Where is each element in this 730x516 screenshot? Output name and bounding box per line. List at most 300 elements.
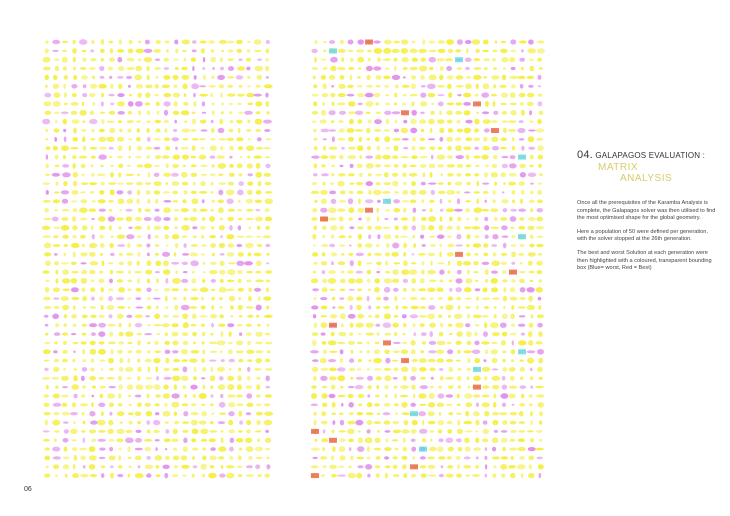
solution-glyph bbox=[366, 66, 373, 71]
solution-glyph bbox=[455, 102, 462, 105]
solution-glyph bbox=[257, 226, 260, 230]
solution-glyph bbox=[45, 333, 48, 336]
solution-glyph bbox=[92, 102, 95, 106]
solution-glyph bbox=[429, 447, 437, 452]
solution-glyph bbox=[137, 235, 141, 238]
solution-glyph bbox=[314, 57, 316, 63]
solution-glyph bbox=[357, 342, 363, 344]
solution-glyph bbox=[482, 438, 489, 442]
solution-glyph bbox=[237, 236, 244, 238]
solution-glyph bbox=[375, 174, 383, 176]
solution-glyph bbox=[356, 182, 364, 185]
solution-glyph bbox=[246, 306, 254, 308]
solution-glyph bbox=[64, 103, 68, 106]
solution-glyph bbox=[455, 49, 461, 53]
solution-glyph bbox=[162, 323, 170, 327]
solution-glyph bbox=[137, 376, 140, 381]
solution-glyph bbox=[192, 314, 197, 319]
solution-glyph bbox=[437, 94, 444, 96]
solution-glyph bbox=[193, 376, 197, 380]
solution-glyph bbox=[110, 473, 114, 479]
solution-glyph bbox=[108, 296, 113, 301]
solution-glyph bbox=[129, 421, 133, 425]
solution-glyph bbox=[53, 412, 59, 415]
solution-glyph bbox=[184, 288, 188, 291]
solution-glyph bbox=[210, 351, 218, 353]
solution-glyph bbox=[447, 252, 454, 256]
solution-glyph bbox=[97, 174, 106, 177]
solution-glyph bbox=[465, 40, 472, 44]
solution-glyph bbox=[70, 429, 78, 434]
solution-glyph bbox=[491, 349, 498, 354]
solution-glyph bbox=[137, 359, 140, 363]
solution-glyph bbox=[340, 386, 343, 389]
solution-glyph bbox=[91, 439, 96, 443]
solution-glyph bbox=[476, 84, 479, 90]
solution-glyph bbox=[91, 297, 95, 301]
solution-glyph bbox=[422, 209, 426, 211]
solution-glyph bbox=[484, 58, 490, 61]
solution-glyph bbox=[90, 474, 97, 477]
solution-glyph bbox=[163, 226, 169, 230]
solution-glyph bbox=[537, 323, 543, 328]
solution-glyph bbox=[229, 173, 235, 177]
solution-glyph bbox=[71, 262, 77, 265]
solution-glyph bbox=[127, 446, 130, 452]
solution-glyph bbox=[518, 209, 526, 212]
solution-glyph bbox=[79, 156, 88, 159]
solution-glyph bbox=[502, 111, 507, 115]
solution-glyph bbox=[109, 147, 114, 150]
solution-glyph bbox=[53, 84, 60, 89]
solution-glyph bbox=[357, 314, 364, 319]
solution-glyph bbox=[101, 368, 104, 370]
solution-glyph bbox=[428, 359, 436, 363]
solution-glyph bbox=[491, 227, 499, 229]
solution-glyph bbox=[218, 324, 225, 327]
solution-glyph bbox=[154, 120, 161, 123]
solution-glyph bbox=[493, 190, 496, 195]
solution-glyph bbox=[392, 323, 399, 328]
solution-glyph bbox=[440, 306, 444, 309]
solution-glyph bbox=[155, 84, 159, 89]
solution-glyph bbox=[384, 278, 392, 283]
solution-glyph bbox=[163, 101, 170, 106]
solution-glyph bbox=[239, 181, 244, 186]
solution-glyph bbox=[347, 429, 354, 435]
solution-glyph bbox=[62, 164, 69, 168]
solution-glyph bbox=[482, 402, 490, 407]
solution-glyph bbox=[53, 464, 59, 469]
solution-glyph bbox=[394, 58, 398, 62]
solution-glyph bbox=[473, 376, 481, 382]
solution-glyph bbox=[54, 332, 61, 336]
solution-glyph bbox=[171, 288, 179, 291]
solution-glyph bbox=[183, 102, 188, 106]
solution-glyph bbox=[511, 349, 515, 354]
solution-glyph bbox=[376, 473, 380, 478]
solution-glyph bbox=[419, 147, 426, 150]
solution-glyph bbox=[211, 120, 214, 123]
solution-glyph bbox=[320, 376, 327, 381]
solution-glyph bbox=[493, 402, 497, 408]
solution-glyph bbox=[239, 315, 243, 317]
solution-glyph bbox=[429, 146, 435, 150]
solution-glyph bbox=[314, 262, 318, 265]
solution-glyph bbox=[402, 456, 408, 460]
solution-glyph bbox=[71, 190, 78, 195]
solution-glyph bbox=[192, 394, 196, 398]
solution-glyph bbox=[367, 376, 373, 381]
solution-glyph bbox=[402, 464, 407, 469]
solution-glyph bbox=[237, 466, 242, 469]
left-matrix-panel bbox=[42, 39, 273, 479]
solution-glyph bbox=[83, 421, 86, 425]
solution-glyph bbox=[519, 271, 526, 273]
solution-glyph bbox=[135, 297, 141, 300]
solution-glyph bbox=[331, 173, 335, 176]
solution-glyph bbox=[201, 235, 204, 239]
solution-glyph bbox=[220, 306, 223, 308]
solution-glyph bbox=[520, 287, 526, 292]
solution-glyph bbox=[438, 456, 445, 459]
solution-glyph bbox=[457, 420, 460, 426]
solution-glyph bbox=[54, 261, 59, 265]
solution-glyph bbox=[210, 173, 216, 176]
solution-glyph bbox=[537, 367, 543, 372]
solution-glyph bbox=[212, 413, 215, 415]
solution-glyph bbox=[229, 447, 234, 452]
solution-glyph bbox=[350, 75, 353, 81]
solution-glyph bbox=[201, 377, 205, 379]
solution-glyph bbox=[494, 182, 497, 186]
solution-glyph bbox=[45, 287, 50, 293]
solution-glyph bbox=[201, 305, 206, 309]
solution-glyph bbox=[72, 163, 75, 169]
solution-glyph bbox=[454, 314, 463, 319]
page-number: 06 bbox=[24, 486, 32, 493]
solution-glyph bbox=[403, 252, 406, 257]
solution-glyph bbox=[311, 156, 320, 159]
solution-glyph bbox=[528, 173, 537, 178]
solution-glyph bbox=[465, 474, 470, 476]
solution-glyph bbox=[341, 253, 345, 255]
solution-glyph bbox=[237, 49, 242, 53]
solution-glyph bbox=[89, 270, 95, 274]
solution-glyph bbox=[356, 297, 363, 301]
solution-glyph bbox=[492, 376, 501, 381]
solution-glyph bbox=[230, 438, 235, 444]
solution-glyph bbox=[483, 83, 490, 89]
solution-glyph bbox=[366, 163, 374, 169]
solution-glyph bbox=[367, 138, 371, 141]
solution-glyph bbox=[312, 208, 317, 212]
solution-glyph bbox=[219, 119, 223, 125]
solution-glyph bbox=[118, 66, 125, 71]
solution-glyph bbox=[501, 340, 506, 346]
paragraph-highlighting: The best and worst Solution at each generation were then highlighted with a coloured, transparent bounding box (Blue= worst, Red = Best) bbox=[577, 249, 712, 272]
solution-glyph bbox=[80, 191, 86, 193]
solution-glyph bbox=[173, 111, 180, 115]
solution-glyph bbox=[127, 384, 133, 390]
solution-glyph bbox=[99, 297, 103, 301]
solution-glyph bbox=[200, 429, 208, 435]
text-panel bbox=[577, 150, 717, 279]
solution-glyph bbox=[155, 155, 161, 159]
solution-glyph bbox=[356, 49, 364, 53]
solution-glyph bbox=[100, 112, 105, 114]
solution-glyph bbox=[117, 93, 124, 97]
solution-glyph bbox=[539, 67, 543, 69]
solution-glyph bbox=[483, 119, 491, 124]
solution-glyph bbox=[182, 199, 186, 203]
solution-glyph bbox=[511, 324, 515, 327]
solution-glyph bbox=[211, 226, 214, 229]
solution-glyph bbox=[238, 200, 241, 202]
solution-glyph bbox=[220, 394, 223, 398]
solution-glyph bbox=[211, 279, 216, 283]
solution-glyph bbox=[330, 182, 335, 184]
solution-glyph bbox=[228, 262, 236, 264]
solution-glyph bbox=[395, 84, 399, 88]
solution-glyph bbox=[208, 473, 216, 479]
solution-glyph bbox=[255, 217, 263, 222]
solution-glyph bbox=[192, 226, 197, 229]
solution-glyph bbox=[42, 377, 51, 380]
solution-glyph bbox=[463, 465, 471, 469]
solution-glyph bbox=[402, 190, 408, 195]
solution-glyph bbox=[226, 473, 234, 479]
solution-glyph bbox=[396, 305, 399, 309]
solution-glyph bbox=[266, 288, 269, 293]
solution-glyph bbox=[375, 342, 380, 344]
solution-glyph bbox=[311, 448, 320, 451]
solution-glyph bbox=[503, 287, 506, 292]
solution-glyph bbox=[322, 341, 326, 345]
solution-glyph bbox=[382, 191, 391, 194]
solution-glyph bbox=[108, 420, 114, 425]
solution-glyph bbox=[108, 342, 116, 345]
solution-glyph bbox=[367, 402, 373, 407]
solution-glyph bbox=[129, 466, 132, 468]
solution-glyph bbox=[476, 456, 479, 459]
solution-glyph bbox=[520, 244, 525, 247]
solution-glyph bbox=[383, 58, 391, 61]
solution-glyph bbox=[211, 323, 214, 328]
solution-glyph bbox=[484, 172, 488, 177]
solution-glyph bbox=[427, 84, 436, 89]
solution-glyph bbox=[438, 49, 446, 53]
solution-glyph bbox=[191, 420, 198, 426]
solution-glyph bbox=[527, 102, 534, 107]
solution-glyph bbox=[485, 474, 487, 478]
solution-glyph bbox=[117, 244, 125, 247]
solution-glyph bbox=[63, 84, 66, 89]
solution-glyph bbox=[357, 57, 364, 63]
solution-glyph bbox=[510, 209, 517, 212]
solution-glyph bbox=[125, 331, 133, 336]
solution-glyph bbox=[493, 111, 498, 115]
solution-glyph bbox=[145, 447, 152, 451]
solution-glyph bbox=[440, 199, 443, 204]
solution-glyph bbox=[42, 235, 50, 238]
solution-glyph bbox=[447, 75, 454, 80]
solution-glyph bbox=[44, 252, 51, 256]
solution-glyph bbox=[45, 174, 50, 177]
solution-glyph bbox=[332, 136, 335, 142]
solution-glyph bbox=[367, 457, 371, 460]
solution-glyph bbox=[429, 57, 436, 63]
solution-glyph bbox=[438, 147, 443, 150]
solution-glyph bbox=[484, 128, 490, 132]
solution-glyph bbox=[393, 288, 399, 292]
solution-glyph bbox=[72, 225, 78, 230]
solution-glyph bbox=[521, 473, 524, 478]
solution-glyph bbox=[145, 85, 153, 89]
solution-glyph bbox=[348, 155, 357, 159]
solution-glyph bbox=[412, 216, 415, 222]
solution-glyph bbox=[173, 59, 179, 61]
solution-glyph bbox=[172, 191, 178, 195]
solution-glyph bbox=[98, 349, 106, 355]
solution-glyph bbox=[348, 473, 356, 479]
solution-glyph bbox=[218, 446, 226, 451]
solution-glyph bbox=[357, 76, 361, 79]
solution-glyph bbox=[331, 252, 337, 256]
right-matrix-panel bbox=[310, 39, 545, 479]
solution-glyph bbox=[98, 137, 106, 142]
solution-glyph bbox=[71, 243, 80, 248]
solution-glyph bbox=[340, 349, 344, 354]
solution-glyph bbox=[538, 402, 544, 407]
solution-glyph bbox=[485, 165, 489, 168]
solution-glyph bbox=[412, 359, 418, 362]
solution-glyph bbox=[71, 314, 77, 318]
solution-glyph bbox=[194, 367, 197, 373]
solution-glyph bbox=[374, 403, 380, 406]
solution-glyph bbox=[473, 243, 482, 247]
solution-glyph bbox=[73, 181, 77, 187]
solution-glyph bbox=[320, 315, 327, 317]
solution-glyph bbox=[383, 306, 390, 309]
solution-glyph bbox=[244, 111, 253, 115]
solution-glyph bbox=[147, 137, 151, 142]
solution-glyph bbox=[348, 173, 355, 176]
solution-glyph bbox=[99, 129, 105, 132]
solution-glyph bbox=[314, 164, 318, 169]
solution-glyph bbox=[53, 227, 60, 229]
solution-glyph bbox=[44, 368, 49, 372]
solution-glyph bbox=[313, 244, 315, 246]
solution-glyph bbox=[329, 129, 336, 132]
solution-glyph bbox=[402, 298, 406, 300]
solution-glyph bbox=[245, 236, 253, 238]
solution-glyph bbox=[367, 226, 372, 230]
solution-glyph bbox=[228, 58, 234, 61]
solution-glyph bbox=[119, 39, 122, 45]
solution-glyph bbox=[126, 76, 132, 79]
solution-glyph bbox=[256, 236, 261, 238]
solution-glyph bbox=[184, 243, 187, 248]
solution-glyph bbox=[474, 253, 478, 256]
solution-glyph bbox=[192, 40, 196, 43]
solution-glyph bbox=[82, 225, 88, 230]
solution-glyph bbox=[53, 456, 61, 459]
solution-glyph bbox=[209, 40, 215, 44]
solution-glyph bbox=[62, 386, 68, 388]
solution-glyph bbox=[119, 226, 122, 229]
solution-glyph bbox=[265, 217, 272, 222]
solution-glyph bbox=[313, 225, 317, 230]
solution-glyph bbox=[72, 235, 76, 238]
solution-glyph bbox=[202, 341, 205, 344]
solution-glyph bbox=[128, 138, 132, 140]
solution-glyph bbox=[427, 270, 436, 275]
solution-glyph bbox=[210, 243, 216, 248]
solution-glyph bbox=[228, 420, 233, 426]
solution-glyph bbox=[393, 351, 400, 354]
solution-glyph bbox=[135, 395, 142, 398]
solution-glyph bbox=[118, 145, 123, 151]
solution-glyph bbox=[184, 93, 186, 97]
solution-glyph bbox=[357, 164, 363, 168]
solution-glyph bbox=[350, 164, 354, 168]
solution-glyph bbox=[340, 420, 344, 426]
solution-glyph bbox=[199, 155, 207, 160]
solution-glyph bbox=[437, 403, 444, 407]
solution-glyph bbox=[464, 128, 472, 134]
solution-glyph bbox=[156, 278, 159, 283]
solution-glyph bbox=[211, 200, 215, 203]
solution-glyph bbox=[44, 315, 49, 318]
solution-glyph bbox=[411, 278, 416, 283]
solution-glyph bbox=[99, 226, 105, 230]
solution-glyph bbox=[321, 332, 326, 335]
solution-glyph bbox=[347, 94, 355, 97]
solution-glyph bbox=[265, 164, 270, 168]
solution-glyph bbox=[99, 190, 104, 195]
solution-glyph bbox=[464, 437, 470, 443]
solution-glyph bbox=[237, 209, 242, 211]
solution-glyph bbox=[455, 182, 463, 186]
solution-glyph bbox=[117, 183, 124, 185]
solution-glyph bbox=[401, 39, 408, 44]
solution-glyph bbox=[340, 455, 346, 460]
solution-glyph bbox=[323, 465, 327, 468]
solution-glyph bbox=[538, 164, 542, 168]
solution-glyph bbox=[71, 287, 79, 292]
solution-glyph bbox=[466, 48, 468, 53]
solution-glyph bbox=[183, 411, 188, 416]
solution-glyph bbox=[465, 173, 471, 176]
solution-glyph bbox=[437, 155, 446, 160]
solution-glyph bbox=[147, 110, 151, 115]
solution-glyph bbox=[228, 349, 233, 354]
solution-glyph bbox=[247, 173, 253, 176]
worst-solution-box bbox=[455, 57, 463, 62]
solution-glyph bbox=[264, 129, 270, 132]
solution-glyph bbox=[219, 376, 224, 380]
solution-glyph bbox=[119, 341, 125, 345]
solution-glyph bbox=[53, 244, 61, 247]
solution-glyph bbox=[220, 92, 223, 98]
solution-glyph bbox=[144, 164, 152, 169]
solution-glyph bbox=[43, 67, 51, 71]
solution-glyph bbox=[511, 252, 516, 258]
solution-glyph bbox=[127, 298, 131, 300]
solution-glyph bbox=[447, 155, 453, 159]
solution-glyph bbox=[200, 209, 208, 212]
